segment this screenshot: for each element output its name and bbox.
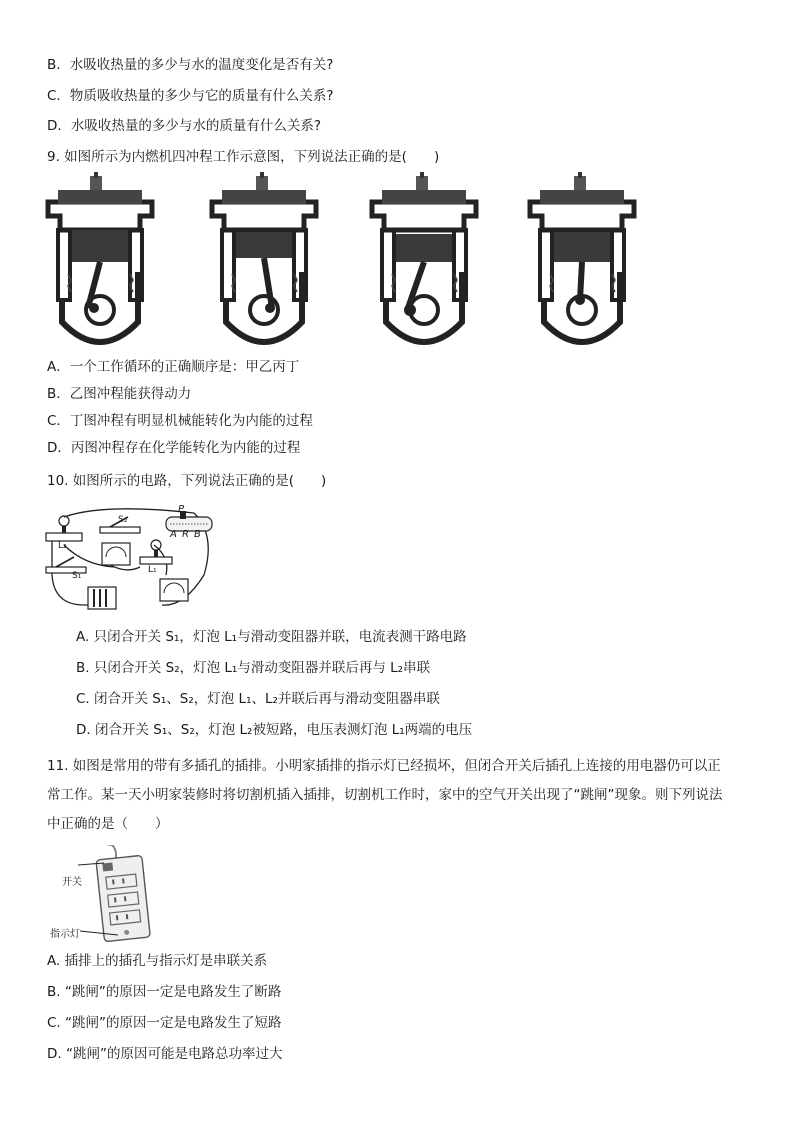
switch-label-s1: S₁ bbox=[72, 571, 82, 581]
label-indicator: 指示灯 bbox=[50, 929, 80, 940]
resistor-label-r: R bbox=[182, 529, 189, 540]
q11-stem-line-1: 11. 如图是常用的带有多插孔的插排。小明家插排的指示灯已经损坏，但闭合开关后插孔上连接的用电器仍可以正 bbox=[47, 758, 721, 774]
q11-option-d: D. “跳闸”的原因可能是电路总功率过大 bbox=[47, 1046, 283, 1062]
q8-option-b: B．水吸收热量的多少与水的温度变化是否有关? bbox=[47, 57, 334, 73]
engine-stroke-figure-2 bbox=[204, 172, 324, 348]
bulb-label-l1: L₁ bbox=[148, 565, 157, 575]
engine-stroke-figure-4 bbox=[522, 172, 642, 348]
label-switch: 开关 bbox=[62, 877, 82, 888]
bulb-label-l2: L₂ bbox=[58, 541, 67, 551]
q11-option-c: C. “跳闸”的原因一定是电路发生了短路 bbox=[47, 1015, 282, 1031]
terminal-label-b: B bbox=[194, 529, 201, 540]
q11-stem-line-2: 常工作。某一天小明家装修时将切割机插入插排，切割机工作时，家中的空气开关出现了“跳闸”现象。则下列说法 bbox=[47, 787, 723, 803]
q11-option-b: B. “跳闸”的原因一定是电路发生了断路 bbox=[47, 984, 282, 1000]
q9-option-d: D．丙图冲程存在化学能转化为内能的过程 bbox=[47, 440, 301, 456]
q11-option-a: A. 插排上的插孔与指示灯是串联关系 bbox=[47, 953, 268, 969]
switch-label-s2: S₂ bbox=[118, 515, 128, 525]
q10-option-b: B. 只闭合开关 S₂，灯泡 L₁与滑动变阻器并联后再与 L₂串联 bbox=[76, 660, 431, 676]
q10-option-c: C. 闭合开关 S₁、S₂，灯泡 L₁、L₂并联后再与滑动变阻器串联 bbox=[76, 691, 440, 707]
engine-stroke-figure-1 bbox=[40, 172, 160, 348]
engine-stroke-figure-3 bbox=[364, 172, 484, 348]
terminal-label-a: A bbox=[170, 529, 177, 540]
power-strip-figure bbox=[48, 845, 158, 945]
q10-option-a: A. 只闭合开关 S₁，灯泡 L₁与滑动变阻器并联，电流表测干路电路 bbox=[76, 629, 467, 645]
slider-label-p: P bbox=[178, 504, 185, 515]
q9-option-c: C．丁图冲程有明显机械能转化为内能的过程 bbox=[47, 413, 313, 429]
q8-option-c: C．物质吸收热量的多少与它的质量有什么关系? bbox=[47, 88, 334, 104]
q10-option-d: D. 闭合开关 S₁、S₂，灯泡 L₂被短路，电压表测灯泡 L₁两端的电压 bbox=[76, 722, 473, 738]
q11-stem-line-3: 中正确的是（ ） bbox=[47, 816, 169, 832]
q9-option-b: B．乙图冲程能获得动力 bbox=[47, 386, 192, 402]
circuit-figure bbox=[44, 505, 220, 617]
q9-stem: 9. 如图所示为内燃机四冲程工作示意图，下列说法正确的是( ) bbox=[47, 149, 440, 165]
q10-stem: 10. 如图所示的电路，下列说法正确的是( ) bbox=[47, 473, 327, 489]
q9-option-a: A．一个工作循环的正确顺序是：甲乙丙丁 bbox=[47, 359, 300, 375]
q8-option-d: D．水吸收热量的多少与水的质量有什么关系? bbox=[47, 118, 322, 134]
